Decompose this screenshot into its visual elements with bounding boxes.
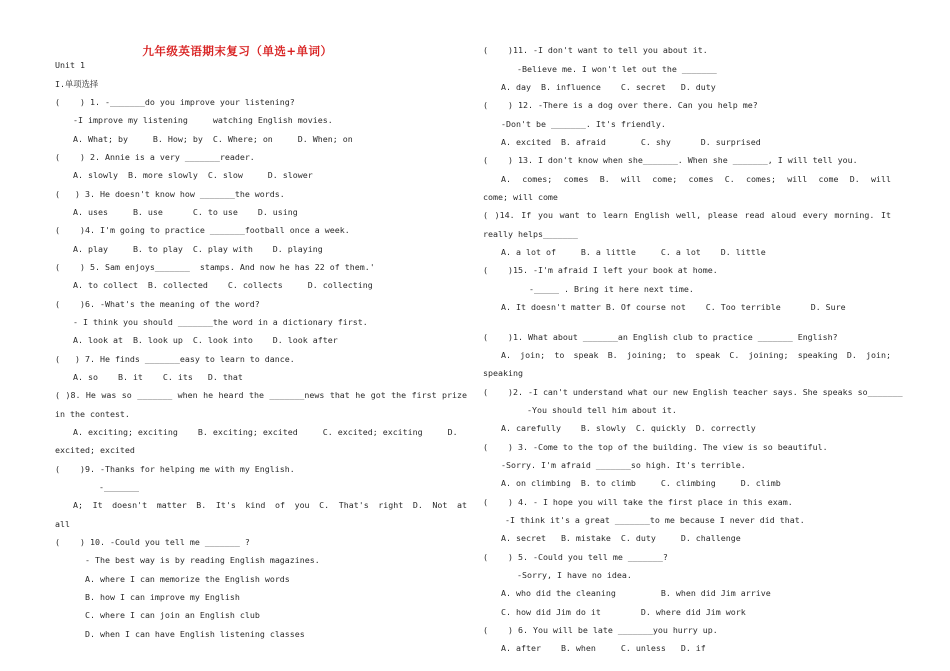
text-line: A. It doesn't matter B. Of course not C. Too terrible D. Sure (501, 302, 846, 312)
text-line: ( )4. I'm going to practice _______football once a week. (55, 225, 350, 235)
text-line: ( )15. -I'm afraid I left your book at home. (483, 265, 718, 275)
document-title: 九年级英语期末复习（单选+单词） (142, 44, 333, 58)
text-line: A. a lot of B. a little C. a lot D. little (501, 247, 766, 257)
text-line: A. slowly B. more slowly C. slow D. slower (73, 170, 313, 180)
text-line: -I improve my listening watching English movies. (73, 115, 333, 125)
text-line: -You should tell him about it. (527, 405, 677, 415)
text-line: ( )8. He was so _______ when he heard the _______news that he got the first prize (55, 390, 467, 400)
text-line: -Sorry, I have no idea. (517, 570, 632, 580)
text-line: A. excited B. afraid C. shy D. surprised (501, 137, 761, 147)
text-line: really helps_______ (483, 229, 578, 239)
text-line: ( ) 13. I don't know when she_______. When she _______, I will tell you. (483, 155, 858, 165)
text-line: ( )9. -Thanks for helping me with my English. (55, 464, 295, 474)
text-line: ( ) 5. Sam enjoys_______ stamps. And now he has 22 of them.' (55, 262, 375, 272)
text-line: ( ) 2. Annie is a very _______reader. (55, 152, 255, 162)
text-line: ( ) 7. He finds _______easy to learn to dance. (55, 354, 295, 364)
text-line: A. play B. to play C. play with D. playing (73, 244, 323, 254)
text-line: ( ) 6. You will be late _______you hurry up. (483, 625, 718, 635)
text-line: A. join; to speak B. joining; to speak C. joining; speaking D. join; (501, 350, 891, 360)
text-line: A. uses B. use C. to use D. using (73, 207, 298, 217)
text-line: A. day B. influence C. secret D. duty (501, 82, 716, 92)
text-line: A. carefully B. slowly C. quickly D. correctly (501, 423, 756, 433)
text-line: all (55, 519, 70, 529)
text-line: A; It doesn't matter B. It's kind of you C. That's right D. Not at (73, 500, 467, 510)
text-line: -Sorry. I'm afraid _______so high. It's terrible. (501, 460, 746, 470)
text-line: A. so B. it C. its D. that (73, 372, 243, 382)
text-line: -_____ . Bring it here next time. (529, 284, 694, 294)
text-line: ( ) 4. - I hope you will take the first place in this exam. (483, 497, 793, 507)
text-line: A. exciting; exciting B. exciting; excited C. excited; exciting D. (73, 427, 458, 437)
text-line: ( )6. -What's the meaning of the word? (55, 299, 260, 309)
text-line: - I think you should _______the word in a dictionary first. (73, 317, 368, 327)
text-line: -I think it's a great _______to me because I never did that. (505, 515, 805, 525)
text-line: in the contest. (55, 409, 130, 419)
text-line: A. secret B. mistake C. duty D. challenge (501, 533, 741, 543)
text-line: ( )11. -I don't want to tell you about it. (483, 45, 708, 55)
text-line: ( )1. What about _______an English club to practice _______ English? (483, 332, 838, 342)
text-line: C. how did Jim do it D. where did Jim work (501, 607, 746, 617)
text-line: A. where I can memorize the English words (85, 574, 290, 584)
text-line: A. comes; comes B. will come; comes C. comes; will come D. will (501, 174, 891, 184)
text-line: speaking (483, 368, 523, 378)
text-line: ( ) 3. He doesn't know how _______the words. (55, 189, 285, 199)
text-line: A. What; by B. How; by C. Where; on D. When; on (73, 134, 353, 144)
text-line: I.单项选择 (55, 79, 99, 89)
text-line: A. who did the cleaning B. when did Jim arrive (501, 588, 771, 598)
text-line: ( ) 10. -Could you tell me _______ ? (55, 537, 250, 547)
text-line: -_______ (99, 482, 139, 492)
text-line: -Believe me. I won't let out the _______ (517, 64, 717, 74)
text-line: D. when I can have English listening classes (85, 629, 305, 639)
text-line: B. how I can improve my English (85, 592, 240, 602)
text-line: ( )14. If you want to learn English well, please read aloud every morning. It (483, 210, 891, 220)
text-line: ( )2. -I can't understand what our new English teacher says. She speaks so_______ (483, 387, 903, 397)
text-line: A. to collect B. collected C. collects D. collecting (73, 280, 373, 290)
text-line: A. on climbing B. to climb C. climbing D. climb (501, 478, 781, 488)
text-line: -Don't be _______. It's friendly. (501, 119, 666, 129)
text-line: come; will come (483, 192, 558, 202)
text-line: ( ) 5. -Could you tell me _______? (483, 552, 668, 562)
text-line: A. look at B. look up C. look into D. look after (73, 335, 338, 345)
text-line: excited; excited (55, 445, 135, 455)
text-line: A. after B. when C. unless D. if (501, 643, 706, 653)
text-line: ( ) 12. -There is a dog over there. Can you help me? (483, 100, 758, 110)
text-line: ( ) 1. -_______do you improve your listening? (55, 97, 295, 107)
text-line: ( ) 3. -Come to the top of the building. The view is so beautiful. (483, 442, 828, 452)
text-line: - The best way is by reading English magazines. (85, 555, 320, 565)
text-line: Unit 1 (55, 60, 85, 70)
text-line: C. where I can join an English club (85, 610, 260, 620)
